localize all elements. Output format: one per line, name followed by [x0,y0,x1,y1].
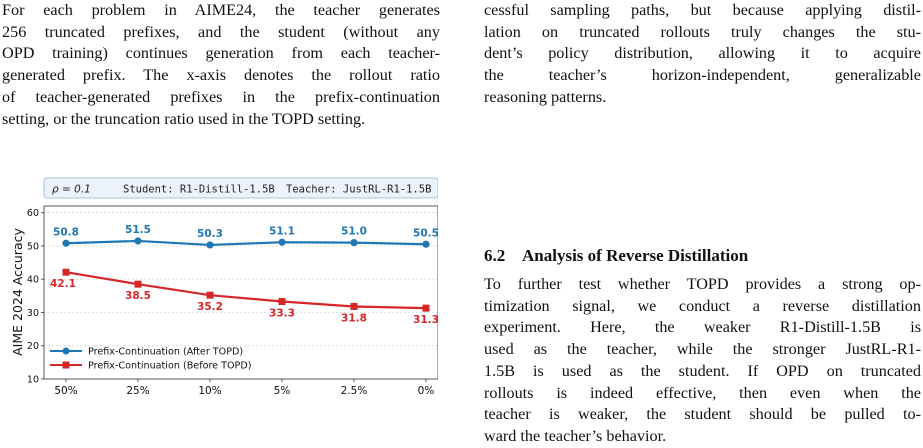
data-point-after [134,237,141,244]
y-tick-label: 20 [26,341,39,353]
body-line: rollouts is indeed effective, then even when the [484,383,921,402]
y-tick-label: 60 [26,208,39,220]
section-heading [484,246,748,266]
data-label: 50.3 [197,227,223,240]
data-point-after [350,239,357,246]
figure-caption-paragraph [2,0,440,130]
chart-title-teacher: Teacher: JustRL-R1-1.5B [286,183,432,196]
data-point-before [63,269,70,276]
y-tick-label: 30 [26,307,39,319]
x-tick-label: 25% [126,385,150,397]
body-paragraph-top [484,0,921,109]
data-point-before [351,303,358,310]
series-line-before [66,272,426,308]
series-line-after [66,241,426,245]
data-point-before [135,281,142,288]
data-point-after [206,241,213,248]
data-point-after [62,240,69,247]
section-title: Analysis of Reverse Distillation [522,246,749,265]
data-label: 33.3 [269,307,295,320]
caption-line: OPD training) continues generation from each teacher- [2,44,440,63]
right-column [484,0,921,109]
body-line: timization signal, we conduct a reverse distillation [484,296,921,315]
right-column-lower [484,274,921,448]
data-label: 51.0 [341,225,367,238]
legend [50,347,251,372]
y-tick-label: 50 [26,241,39,253]
x-tick-label: 5% [273,385,291,397]
legend-marker-after [63,348,70,355]
caption-line: For each problem in AIME24, the teacher generates [2,1,440,19]
caption-line: of teacher-generated prefixes in the prefix-continuation [2,87,440,106]
data-point-before [423,305,430,312]
accuracy-line-chart [8,176,438,408]
y-axis-label: AIME 2024 Accuracy [10,228,25,356]
body-line: ward the teacher’s behavior. [484,426,667,445]
data-label: 42.1 [50,278,76,291]
body-line: reasoning patterns. [484,87,607,106]
caption-line: setting, or the truncation ratio used in the TOPD setting. [2,109,366,128]
data-point-before [279,298,286,305]
chart-title-rho: ρ = 0.1 [52,183,91,196]
y-tick-label: 10 [26,374,39,386]
data-label: 35.2 [197,301,223,314]
body-line: To further test whether TOPD provides a strong op- [484,275,921,293]
y-tick-label: 40 [26,274,39,286]
data-label: 38.5 [125,290,151,303]
body-line: dent’s policy distribution, allowing it to acquire [484,44,921,63]
body-line: experiment. Here, the weaker R1-Distill-1.5B is [484,318,921,337]
data-point-after [278,239,285,246]
data-labels [50,224,438,326]
data-label: 50.5 [413,227,438,240]
body-line: teacher is weaker, the student should be pulled to- [484,405,921,424]
caption-line: 256 truncated prefixes, and the student (without any [2,22,440,41]
accuracy-figure [8,176,438,408]
legend-label-after: Prefix-Continuation (After TOPD) [88,346,244,358]
body-line: the teacher’s horizon-independent, generalizable [484,66,921,85]
body-line: cessful sampling paths, but because applying distil- [484,1,921,19]
data-label: 51.1 [269,225,295,238]
caption-line: generated prefix. The x-axis denotes the rollout ratio [2,66,440,85]
body-paragraph-bottom [484,274,921,448]
data-label: 50.8 [53,226,79,239]
left-column [2,0,440,130]
body-line: used as the teacher, while the stronger JustRL-R1- [484,340,921,359]
data-label: 31.3 [413,314,438,327]
data-label: 31.8 [341,312,367,325]
chart-title-student: Student: R1-Distill-1.5B [123,183,275,196]
data-label: 51.5 [125,223,151,236]
legend-label-before: Prefix-Continuation (Before TOPD) [88,360,252,372]
x-tick-label: 10% [198,385,222,397]
data-point-after [422,241,429,248]
x-tick-label: 2.5% [340,385,368,397]
x-tick-label: 0% [417,385,435,397]
body-line: 1.5B is used as the student. If OPD on truncated [484,361,921,380]
data-point-before [207,292,214,299]
legend-marker-before [63,362,70,369]
body-line: lation on truncated rollouts truly changes the stu- [484,22,921,41]
x-tick-label: 50% [54,385,78,397]
section-number: 6.2 [484,246,506,265]
